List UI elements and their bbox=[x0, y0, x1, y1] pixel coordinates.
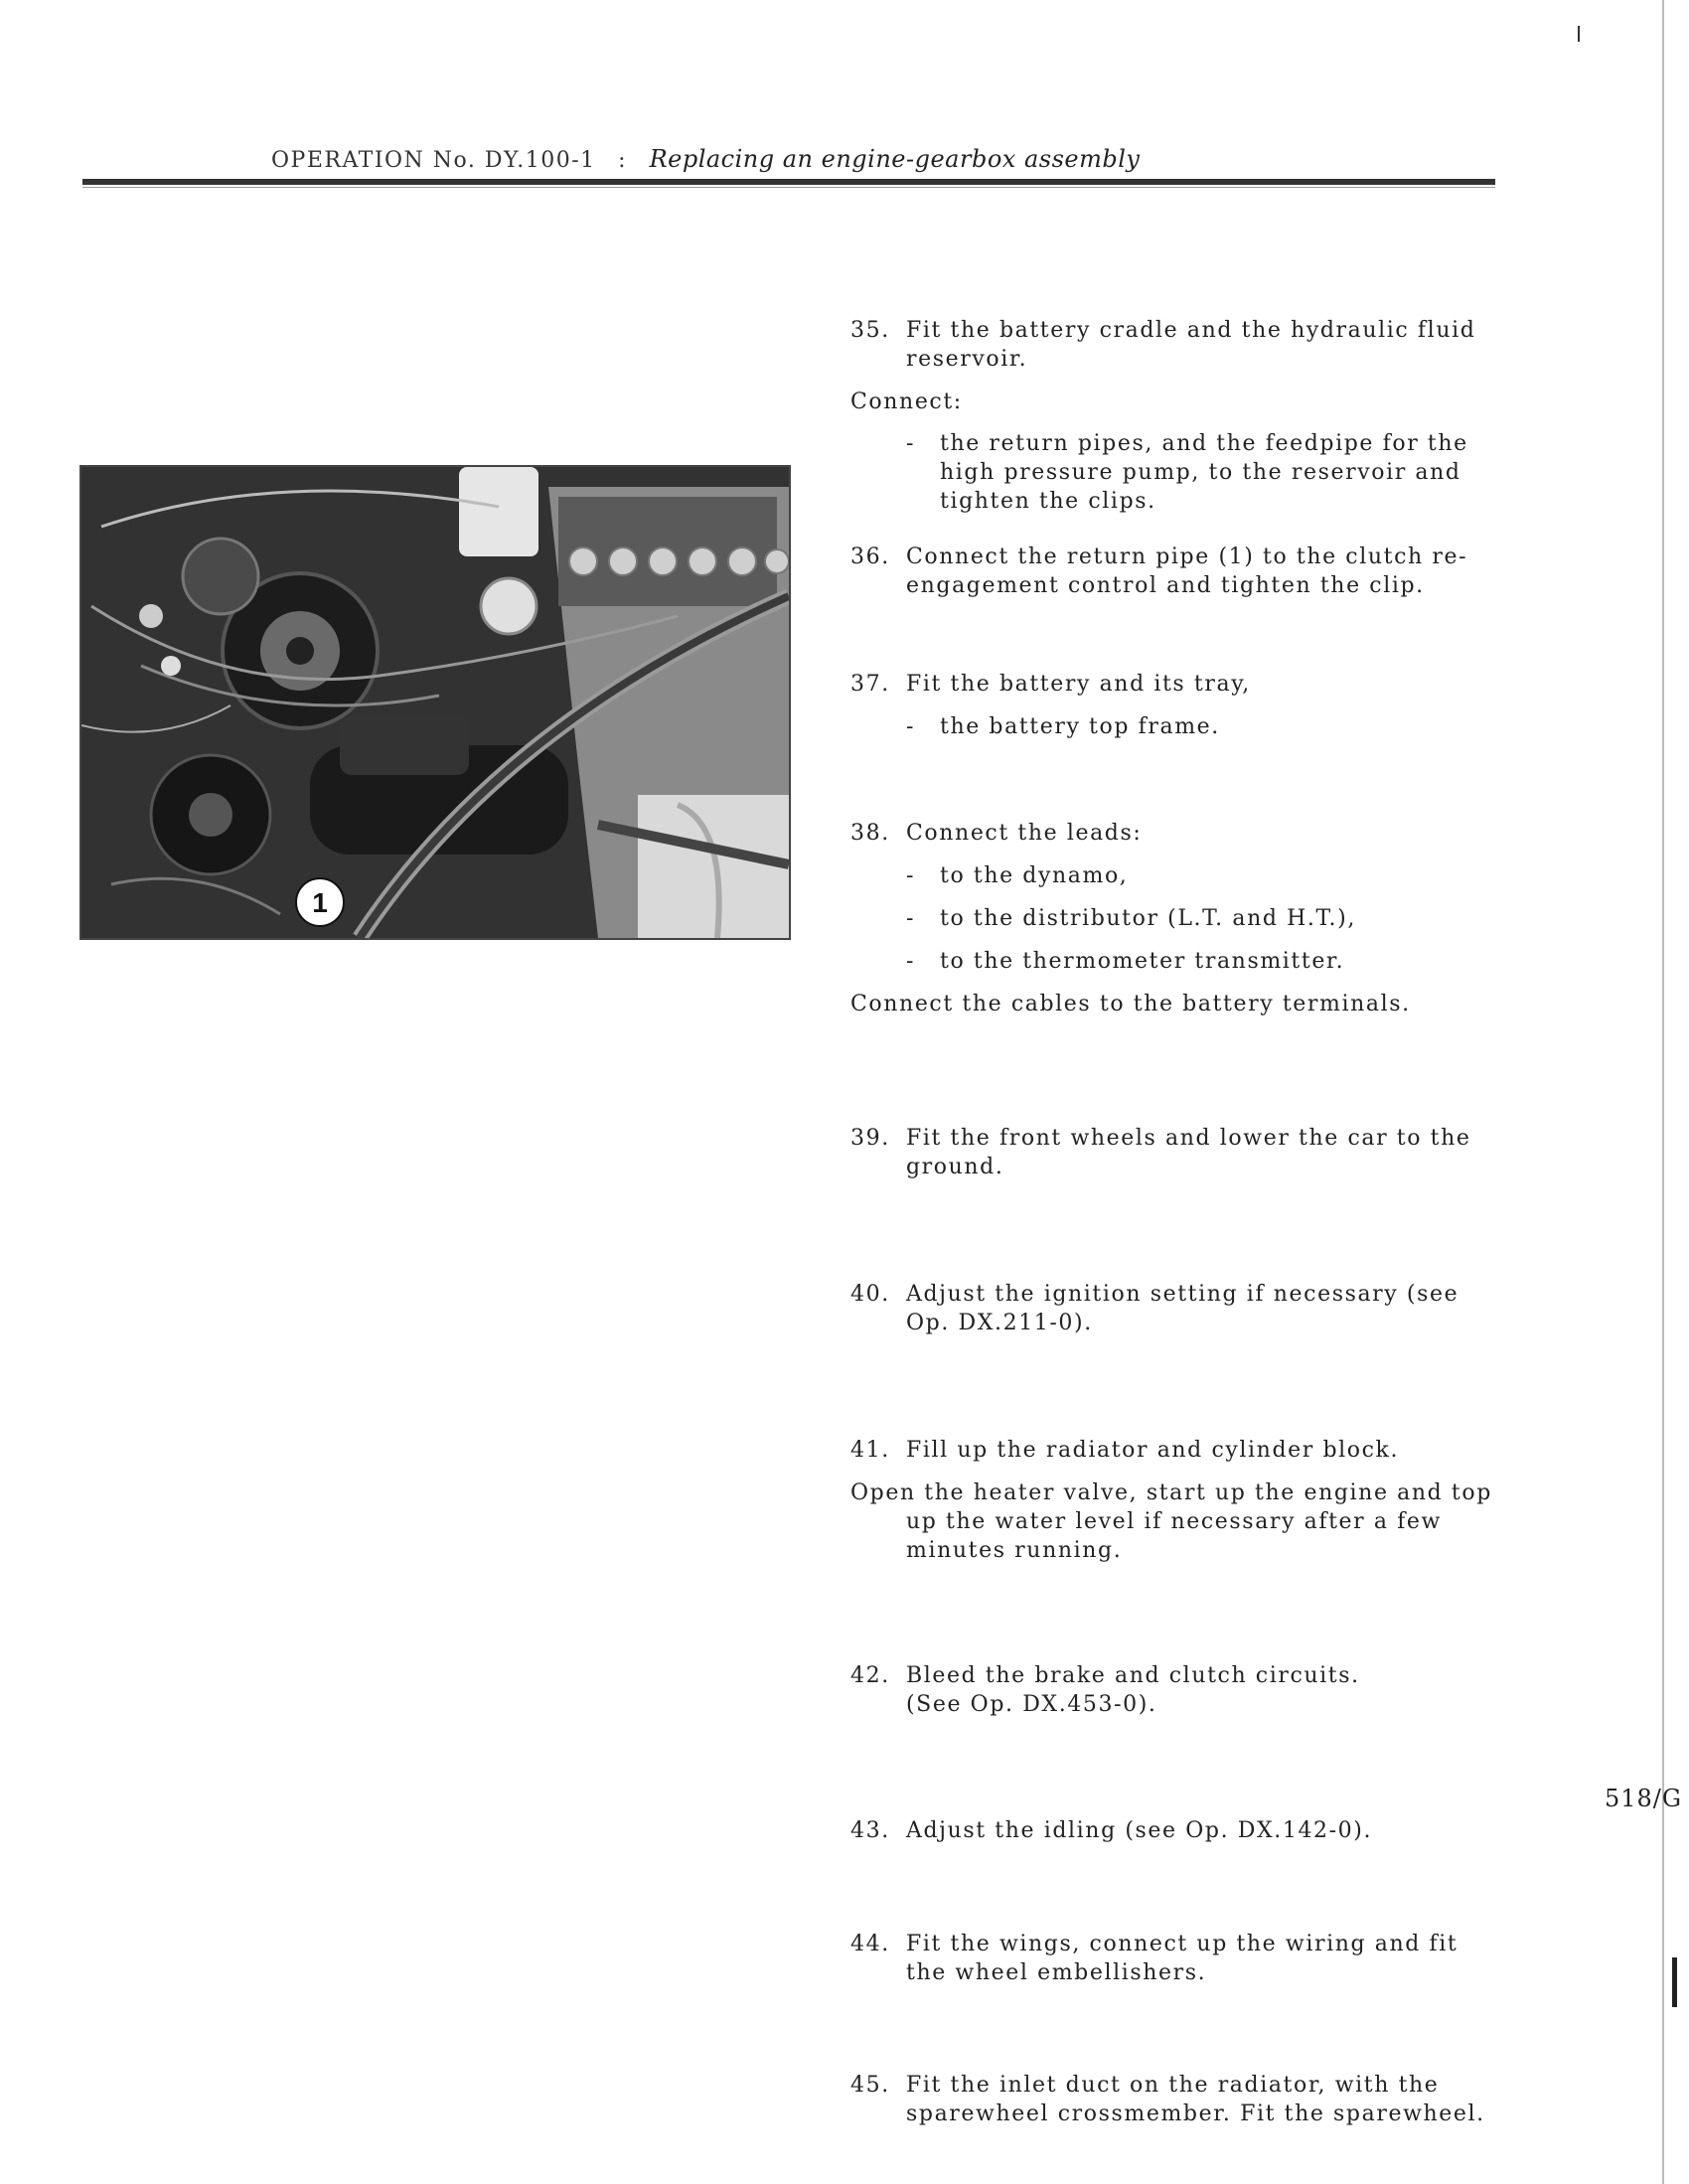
step-text: ground. bbox=[906, 1155, 1004, 1179]
step-39 bbox=[850, 1124, 1471, 1181]
step-41 bbox=[850, 1436, 1492, 1565]
bullet-text: to the dynamo, bbox=[940, 863, 1129, 888]
header-rule-thin bbox=[82, 187, 1495, 188]
step-number: 35. bbox=[850, 318, 890, 343]
step-text: Fit the front wheels and lower the car to the bbox=[906, 1126, 1471, 1151]
step-text: Fill up the radiator and cylinder block. bbox=[906, 1438, 1400, 1463]
callout-number: 1 bbox=[312, 887, 328, 918]
operation-number: OPERATION No. DY.100-1 bbox=[271, 148, 596, 173]
step-text: Bleed the brake and clutch circuits. bbox=[906, 1663, 1360, 1688]
step-37 bbox=[850, 670, 1251, 741]
header-separator: : bbox=[618, 148, 628, 173]
page-header bbox=[271, 145, 1140, 173]
step-text: the wheel embellishers. bbox=[906, 1960, 1207, 1985]
bullet-dash: - bbox=[906, 863, 916, 888]
engine-bay-illustration bbox=[81, 467, 789, 938]
step-number: 39. bbox=[850, 1126, 890, 1151]
step-text: Adjust the ignition setting if necessary (see bbox=[906, 1282, 1459, 1307]
step-38 bbox=[850, 819, 1411, 1018]
header-rule bbox=[82, 179, 1495, 185]
step-text: Open the heater valve, start up the engine and top bbox=[850, 1481, 1492, 1505]
step-text: (See Op. DX.453-0). bbox=[906, 1692, 1157, 1717]
step-text: engagement control and tighten the clip. bbox=[906, 573, 1425, 598]
step-text: Connect the leads: bbox=[906, 821, 1143, 846]
step-text: Fit the battery and its tray, bbox=[906, 672, 1251, 697]
step-text: sparewheel crossmember. Fit the sparewheel. bbox=[906, 2102, 1485, 2126]
step-number: 44. bbox=[850, 1932, 890, 1956]
step-44 bbox=[850, 1930, 1458, 1987]
bullet-dash: - bbox=[906, 906, 916, 931]
bullet-dash: - bbox=[906, 949, 916, 974]
step-text: Op. DX.211-0). bbox=[906, 1311, 1093, 1335]
step-35 bbox=[850, 316, 1475, 374]
bullet-text: high pressure pump, to the reservoir and bbox=[940, 460, 1461, 485]
operation-title: Replacing an engine-gearbox assembly bbox=[649, 145, 1141, 173]
bullet-text: the return pipes, and the feedpipe for the bbox=[940, 431, 1468, 456]
step-text: minutes running. bbox=[906, 1538, 1123, 1563]
engine-bay-photo bbox=[79, 465, 791, 940]
step-number: 45. bbox=[850, 2073, 890, 2098]
step-number: 37. bbox=[850, 672, 890, 697]
bullet-text: to the thermometer transmitter. bbox=[940, 949, 1345, 974]
step-36 bbox=[850, 543, 1467, 600]
step-42 bbox=[850, 1661, 1360, 1719]
step-number: 43. bbox=[850, 1818, 890, 1843]
step-text: Fit the wings, connect up the wiring and fit bbox=[906, 1932, 1459, 1956]
step-43 bbox=[850, 1816, 1372, 1845]
bullet-text: to the distributor (L.T. and H.T.), bbox=[940, 906, 1356, 931]
step-number: 40. bbox=[850, 1282, 890, 1307]
step-number: 42. bbox=[850, 1663, 890, 1688]
step-text: Connect the return pipe (1) to the clutch re- bbox=[906, 545, 1468, 569]
connect-label: Connect: bbox=[850, 390, 963, 414]
step-text: Fit the battery cradle and the hydraulic fluid bbox=[906, 318, 1476, 343]
step-text: reservoir. bbox=[906, 347, 1028, 372]
step-text: Connect the cables to the battery terminals. bbox=[850, 992, 1411, 1016]
bullet-text: tighten the clips. bbox=[940, 489, 1156, 514]
scan-mark bbox=[1672, 1957, 1677, 2007]
step-number: 41. bbox=[850, 1438, 890, 1463]
step-text: Adjust the idling (see Op. DX.142-0). bbox=[906, 1818, 1373, 1843]
step-40 bbox=[850, 1280, 1459, 1337]
step-number: 36. bbox=[850, 545, 890, 569]
step-45 bbox=[850, 2071, 1485, 2128]
step-text: Fit the inlet duct on the radiator, with the bbox=[906, 2073, 1440, 2098]
bullet-dash: - bbox=[906, 714, 916, 739]
step-text: up the water level if necessary after a few bbox=[906, 1509, 1442, 1534]
page-edge-line bbox=[1662, 0, 1664, 2184]
bullet-text: the battery top frame. bbox=[940, 714, 1220, 739]
bullet-dash: - bbox=[906, 431, 916, 456]
scan-mark bbox=[1578, 26, 1580, 42]
page-reference: 518/G bbox=[1605, 1785, 1683, 1812]
step-number: 38. bbox=[850, 821, 890, 846]
connect-bullet bbox=[850, 429, 1468, 516]
